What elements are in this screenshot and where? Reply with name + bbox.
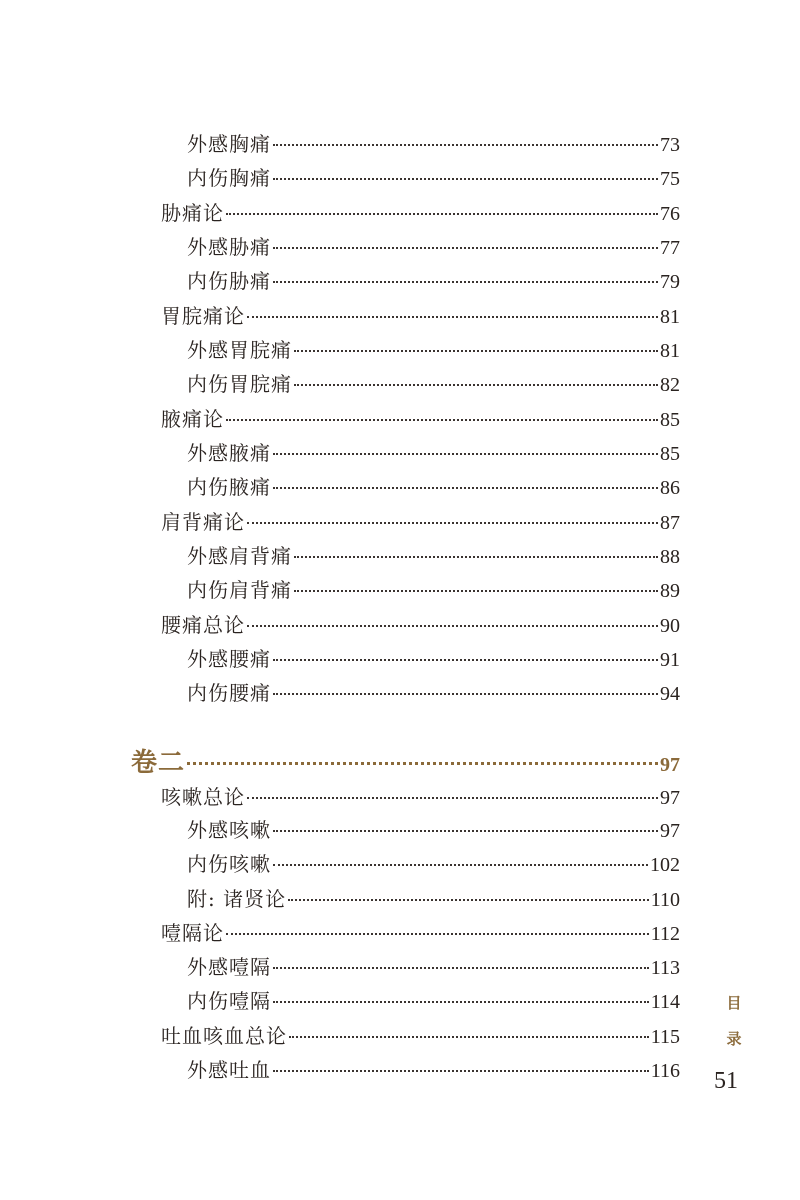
toc-entry-page: 85 [660,443,680,465]
toc-entry-title: 内伤胃脘痛 [187,372,292,396]
toc-entry[interactable] [161,1024,680,1049]
toc-entry-page: 94 [660,683,680,705]
section-label-lu: 录 [726,1030,742,1048]
dot-leader [247,522,658,524]
toc-entry[interactable] [187,166,680,191]
toc-entry-title: 外感吐血 [187,1058,271,1082]
toc-entry-title: 内伤胸痛 [187,166,271,190]
toc-entry-title: 内伤腰痛 [187,681,271,705]
toc-entry-title: 腋痛论 [161,407,224,431]
toc-entry[interactable] [187,1058,680,1083]
toc-entry[interactable] [187,269,680,294]
dot-leader [273,830,658,832]
dot-leader [273,659,658,661]
toc-entry[interactable] [161,921,680,946]
dot-leader [273,487,658,489]
dot-leader [273,281,658,283]
toc-entry-page: 77 [660,237,680,259]
toc-entry-page: 90 [660,615,680,637]
dot-leader [273,178,658,180]
toc-entry-title: 外感噎隔 [187,955,271,979]
toc-entry-title: 噎隔论 [161,921,224,945]
toc-entry-title: 内伤胁痛 [187,269,271,293]
toc-entry[interactable] [161,201,680,226]
toc-entry-page: 102 [650,854,680,876]
dot-leader [226,419,658,421]
toc-entry[interactable] [187,372,680,397]
toc-entry[interactable] [187,235,680,260]
dot-leader [226,933,649,935]
toc-entry-title: 肩背痛论 [161,510,245,534]
toc-entry[interactable] [161,407,680,432]
dot-leader [294,350,658,352]
toc-entry[interactable] [187,338,680,363]
toc-entry-page: 97 [660,754,680,776]
toc-entry-title: 内伤噎隔 [187,989,271,1013]
dot-leader [288,899,649,901]
dot-leader [273,247,658,249]
toc-entry-page: 87 [660,512,680,534]
dot-leader [273,967,649,969]
dot-leader [273,1070,649,1072]
toc-entry[interactable] [161,613,680,638]
dot-leader [294,384,658,386]
page-number: 51 [714,1068,738,1094]
toc-entry-page: 112 [650,923,680,945]
section-label-mu: 目 [726,994,742,1012]
toc-entry-title: 外感肩背痛 [187,544,292,568]
toc-entry-title: 咳嗽总论 [161,785,245,809]
toc-entry[interactable] [187,132,680,157]
toc-entry-title: 卷二 [131,748,186,778]
toc-entry-page: 82 [660,374,680,396]
toc-entry[interactable] [187,681,680,706]
dot-leader [247,625,658,627]
toc-entry-title: 外感胃脘痛 [187,338,292,362]
dot-leader [294,556,658,558]
toc-entry-page: 88 [660,546,680,568]
dot-leader [294,590,658,592]
toc-entry[interactable] [187,578,680,603]
toc-entry-page: 115 [650,1026,680,1048]
toc-entry-page: 97 [660,787,680,809]
dot-leader [289,1036,649,1038]
toc-entry[interactable] [161,510,680,535]
toc-entry-page: 86 [660,477,680,499]
dot-leader [273,693,658,695]
toc-entry-page: 75 [660,168,680,190]
dot-leader [187,762,658,765]
toc-entry-title: 外感腰痛 [187,647,271,671]
toc-volume-heading[interactable] [131,748,680,780]
toc-entry-title: 附: 诸贤论 [187,887,287,911]
toc-entry-page: 79 [660,271,680,293]
toc-entry-page: 113 [650,957,680,979]
toc-entry-title: 腰痛总论 [161,613,245,637]
toc-entry-page: 81 [660,306,680,328]
toc-entry-page: 81 [660,340,680,362]
toc-entry-page: 76 [660,203,680,225]
dot-leader [273,1001,649,1003]
toc-entry[interactable] [187,544,680,569]
toc-entry-page: 89 [660,580,680,602]
toc-entry[interactable] [161,785,680,810]
toc-entry[interactable] [187,818,680,843]
toc-entry-title: 内伤咳嗽 [187,852,271,876]
toc-entry[interactable] [187,852,680,877]
toc-entry-title: 外感胸痛 [187,132,271,156]
toc-entry-title: 胃脘痛论 [161,304,245,328]
toc-entry-title: 外感腋痛 [187,441,271,465]
toc-entry[interactable] [187,989,680,1014]
dot-leader [247,797,658,799]
toc-entry-page: 91 [660,649,680,671]
toc-entry[interactable] [187,475,680,500]
toc-entry-page: 116 [650,1060,680,1082]
toc-entry-page: 97 [660,820,680,842]
dot-leader [247,316,658,318]
toc-entry-title: 外感咳嗽 [187,818,271,842]
toc-entry-page: 85 [660,409,680,431]
toc-entry-page: 73 [660,134,680,156]
toc-entry-title: 外感胁痛 [187,235,271,259]
toc-entry-page: 110 [650,889,680,911]
toc-entry[interactable] [187,441,680,466]
toc-entry[interactable] [187,955,680,980]
dot-leader [273,453,658,455]
toc-entry-title: 胁痛论 [161,201,224,225]
toc-entry[interactable] [187,887,680,912]
dot-leader [226,213,658,215]
toc-entry[interactable] [161,304,680,329]
dot-leader [273,144,658,146]
toc-entry-title: 内伤腋痛 [187,475,271,499]
toc-entry-title: 内伤肩背痛 [187,578,292,602]
toc-entry-title: 吐血咳血总论 [161,1024,287,1048]
toc-entry-page: 114 [650,991,680,1013]
toc-entry[interactable] [187,647,680,672]
dot-leader [273,864,648,866]
